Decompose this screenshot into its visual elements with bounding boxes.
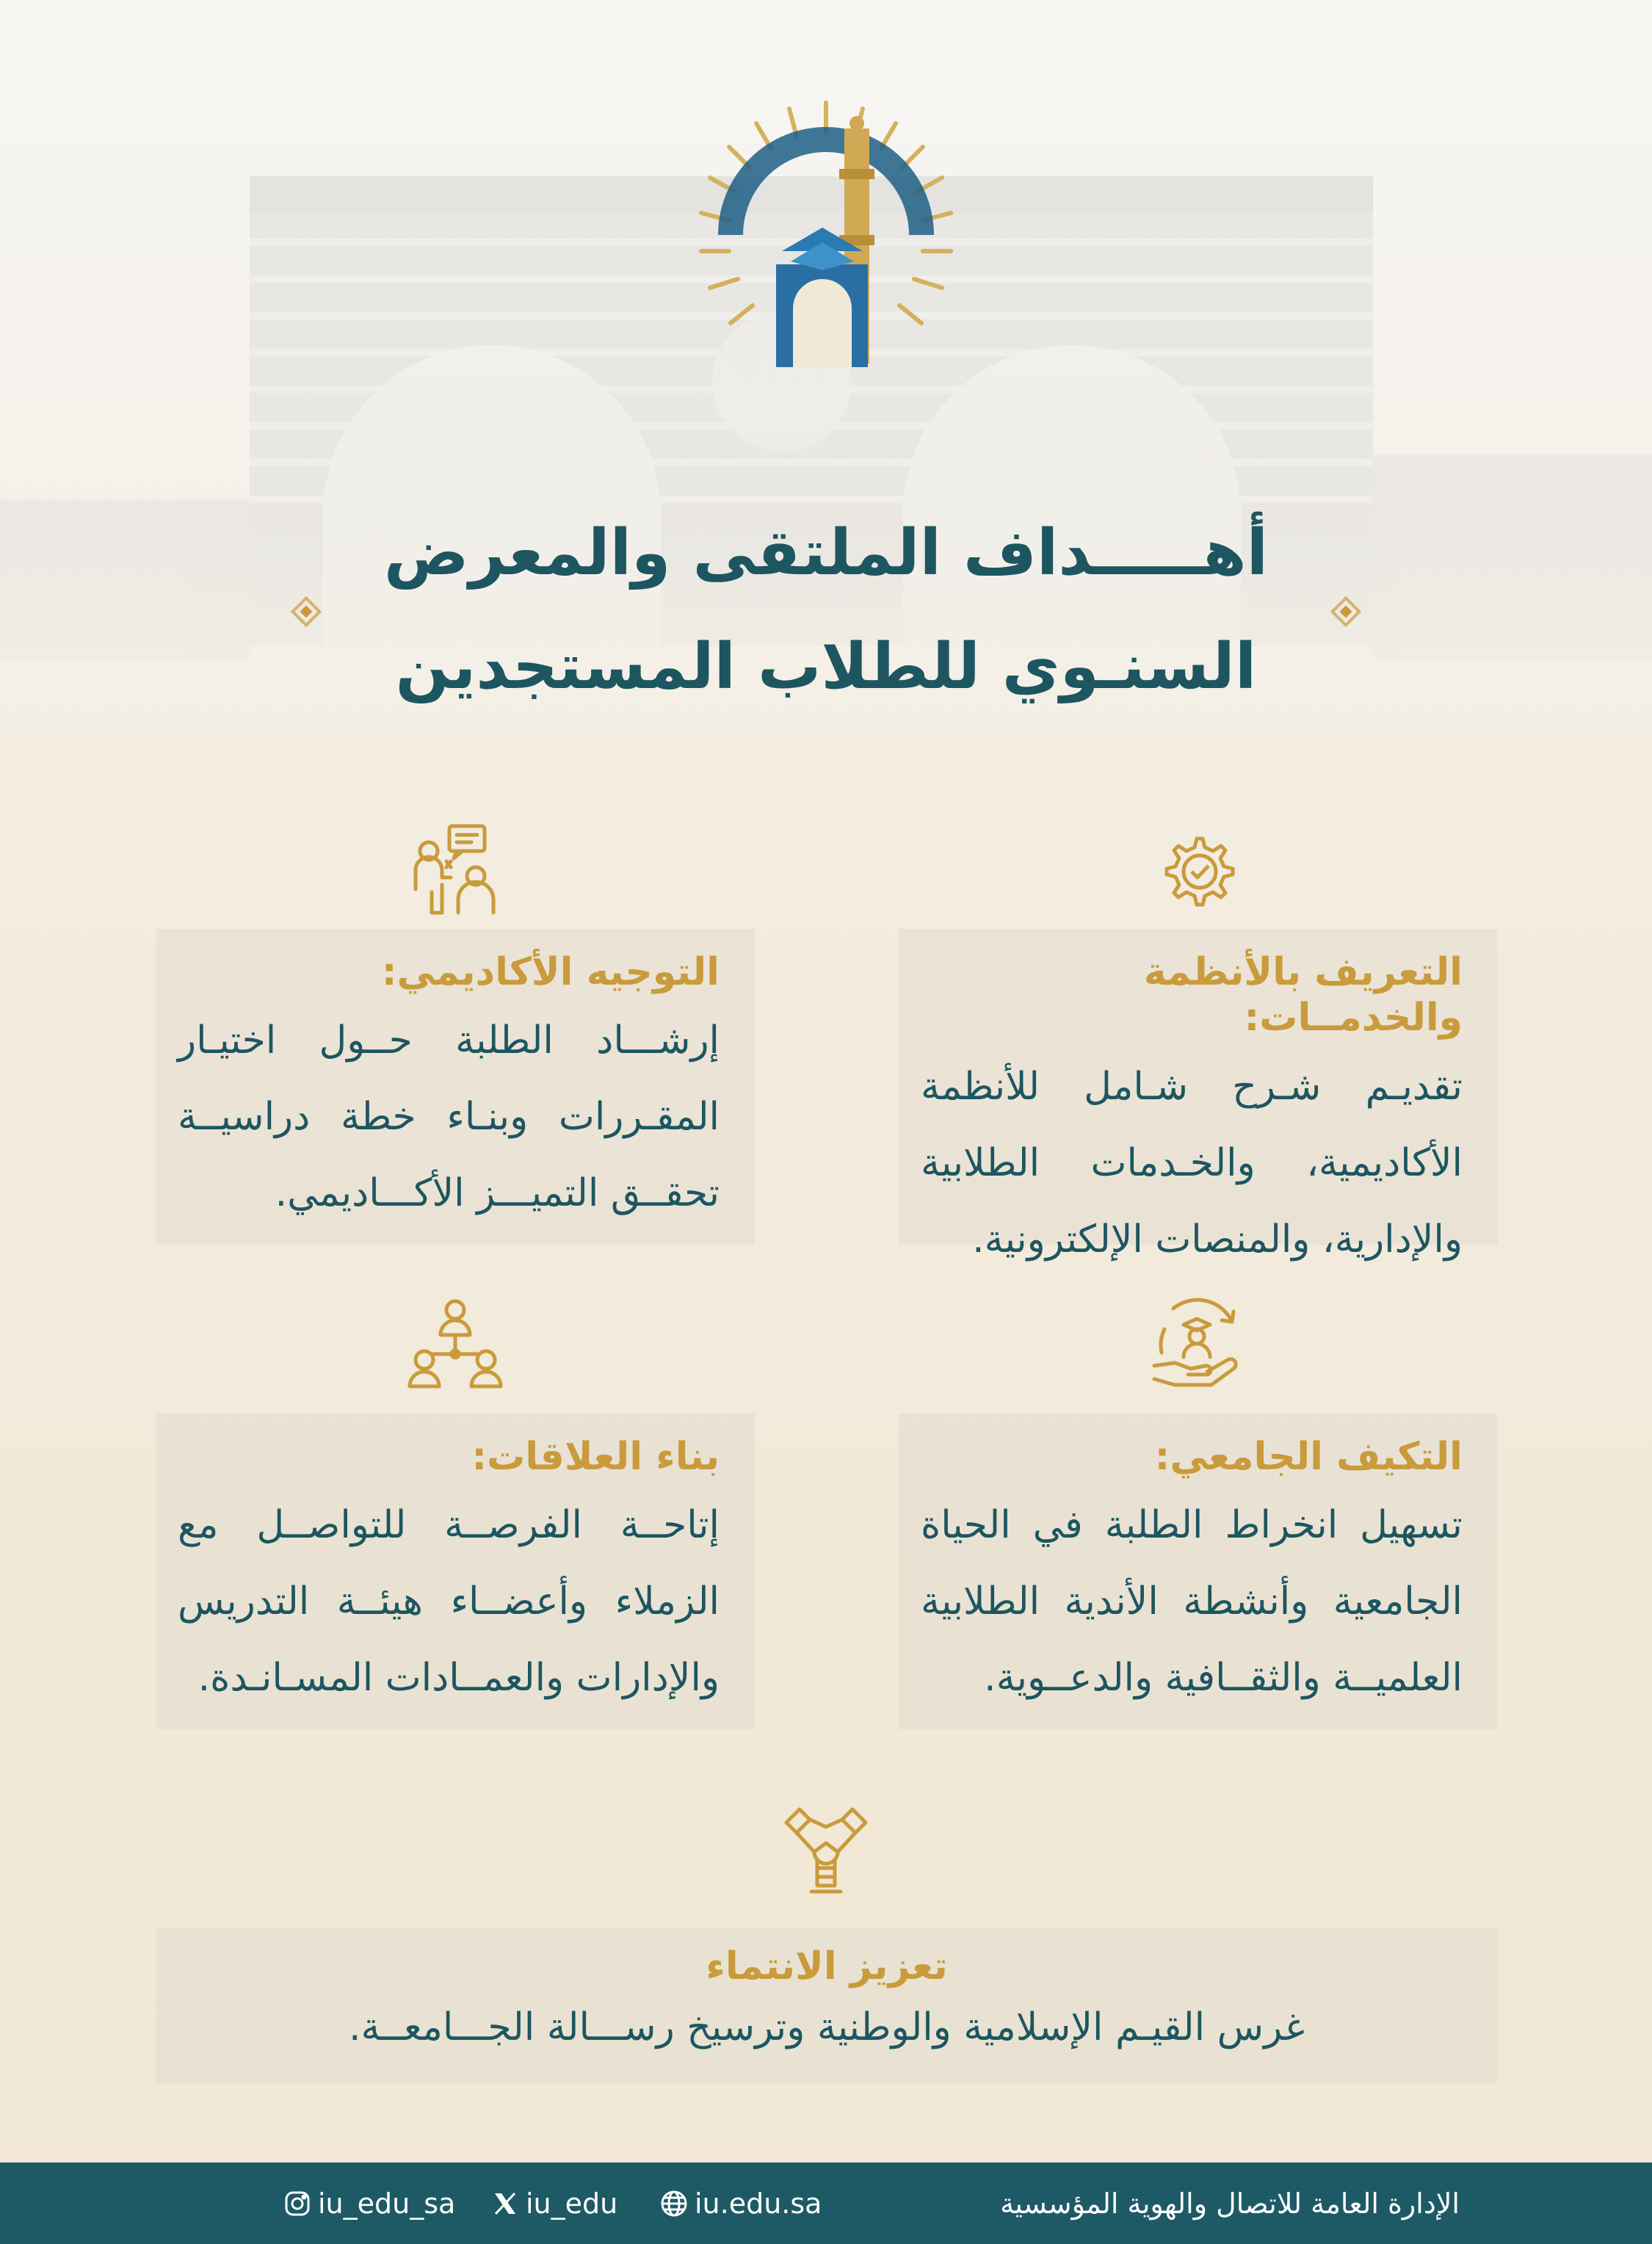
goal-card-body: إرشـــاد الطلبة حــول اختيـار المقـررات وبنـاء خطة دراسيــة تحقــق التميـــز الأكـــاديمي. — [178, 1018, 720, 1216]
network-people-icon — [404, 1292, 507, 1395]
footer-department: الإدارة العامة للاتصال والهوية المؤسسية — [1000, 2187, 1460, 2220]
goal-card-title: بناء العلاقات: — [471, 1435, 720, 1479]
goal-card-body: غرس القيـم الإسلامية والوطنية وترسيخ رســـالة الجـــامعــة. — [349, 2005, 1305, 2050]
mentoring-chat-icon — [404, 819, 507, 922]
goal-card-title: التكيف الجامعي: — [1154, 1435, 1463, 1479]
x-logo-icon — [490, 2189, 520, 2218]
goal-card-belonging — [156, 1928, 1498, 2083]
page-title-line-2: السنـوي للطلاب المستجدين — [395, 630, 1257, 703]
footer-x-account[interactable] — [490, 2162, 617, 2244]
page-title-line-1: أهـــــداف الملتقى والمعرض — [383, 516, 1269, 590]
handshake-icon — [775, 1798, 877, 1900]
footer-bar — [0, 2162, 1652, 2244]
student-care-hand-icon — [1145, 1292, 1248, 1395]
goal-card-introduction — [899, 929, 1498, 1262]
goal-card-body: تسهيل انخراط الطلبة في الحياة الجامعية وأنشطة الأندية الطلابية العلميــة والثقــافية والدعــوية. — [921, 1503, 1463, 1701]
x-handle-text: iu_edu — [526, 2187, 618, 2220]
website-text: iu.edu.sa — [695, 2187, 822, 2220]
globe-icon — [659, 2189, 689, 2218]
goal-card-academic-guidance — [156, 929, 755, 1245]
goal-card-title: التوجيه الأكاديمي: — [381, 950, 720, 994]
goal-card-title: التعريف بالأنظمة والخدمــات: — [1143, 950, 1463, 1040]
goal-card-title: تعزيز الانتماء — [706, 1944, 948, 1988]
instagram-handle-text: iu_edu_sa — [318, 2187, 456, 2220]
footer-website[interactable] — [659, 2162, 822, 2244]
goal-card-university-adaptation — [899, 1414, 1498, 1729]
goal-card-body: إتاحــة الفرصــة للتواصــل مع الزملاء وأعضــاء هيئــة التدريس والإدارات والعمــادات المسـانـدة. — [178, 1503, 720, 1701]
university-logo — [679, 88, 973, 382]
goal-card-body: تقديـم شـرح شـامل للأنظمة الأكاديمية، والخـدمات الطلابية والإدارية، والمنصات الإلكترونية. — [921, 1064, 1463, 1262]
footer-instagram-account[interactable] — [283, 2162, 455, 2244]
goal-card-building-relationships — [156, 1414, 755, 1729]
gear-check-icon — [1145, 822, 1248, 925]
instagram-icon — [283, 2189, 312, 2218]
